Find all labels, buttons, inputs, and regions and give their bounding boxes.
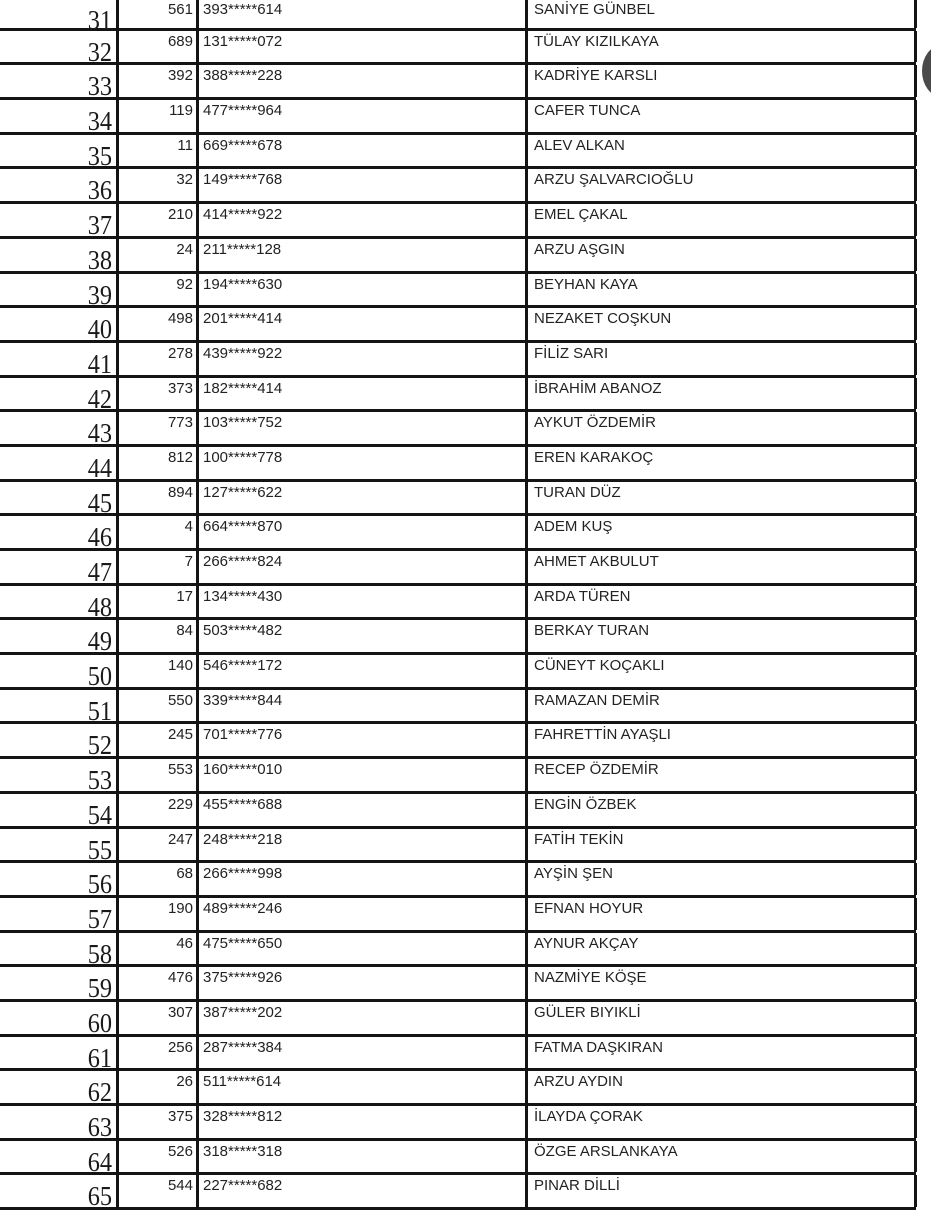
row-number: 44 bbox=[87, 452, 112, 483]
row-number: 53 bbox=[87, 765, 112, 796]
row-number-cell bbox=[0, 447, 119, 483]
full-name: RAMAZAN DEMİR bbox=[528, 690, 917, 722]
full-name: ALEV ALKAN bbox=[528, 135, 917, 167]
masked-id-number: 201*****414 bbox=[199, 308, 528, 340]
table-row bbox=[0, 794, 916, 829]
masked-id-number: 134*****430 bbox=[199, 586, 528, 618]
sequence-number: 4 bbox=[119, 516, 199, 548]
row-number: 57 bbox=[87, 903, 112, 934]
sequence-number: 526 bbox=[119, 1141, 199, 1173]
masked-id-number: 546*****172 bbox=[199, 655, 528, 687]
table-row bbox=[0, 343, 916, 378]
row-number: 56 bbox=[87, 869, 112, 900]
sequence-number: 32 bbox=[119, 169, 199, 201]
row-number: 37 bbox=[87, 210, 112, 241]
row-number-cell bbox=[0, 378, 119, 414]
row-number-cell bbox=[0, 274, 119, 310]
row-number-cell bbox=[0, 65, 119, 102]
sequence-number: 375 bbox=[119, 1106, 199, 1138]
table-row bbox=[0, 586, 916, 621]
masked-id-number: 477*****964 bbox=[199, 100, 528, 132]
sequence-number: 812 bbox=[119, 447, 199, 479]
masked-id-number: 266*****824 bbox=[199, 551, 528, 583]
table-row bbox=[0, 516, 916, 551]
masked-id-number: 414*****922 bbox=[199, 204, 528, 236]
full-name: RECEP ÖZDEMİR bbox=[528, 759, 917, 791]
sequence-number: 894 bbox=[119, 482, 199, 514]
row-number: 52 bbox=[87, 730, 112, 761]
sequence-number: 140 bbox=[119, 655, 199, 687]
full-name: AYNUR AKÇAY bbox=[528, 933, 917, 965]
row-number-cell bbox=[0, 690, 119, 726]
full-name: ÖZGE ARSLANKAYA bbox=[528, 1141, 917, 1173]
row-number: 39 bbox=[87, 279, 112, 310]
table-row bbox=[0, 655, 916, 690]
sequence-number: 247 bbox=[119, 829, 199, 861]
table-row bbox=[0, 759, 916, 794]
masked-id-number: 318*****318 bbox=[199, 1141, 528, 1173]
table-row bbox=[0, 863, 916, 898]
full-name: İBRAHİM ABANOZ bbox=[528, 378, 917, 410]
masked-id-number: 664*****870 bbox=[199, 516, 528, 548]
row-number: 48 bbox=[87, 591, 112, 622]
sequence-number: 7 bbox=[119, 551, 199, 583]
masked-id-number: 149*****768 bbox=[199, 169, 528, 201]
row-number: 63 bbox=[87, 1112, 112, 1142]
full-name: NAZMİYE KÖŞE bbox=[528, 967, 917, 999]
full-name: FİLİZ SARI bbox=[528, 343, 917, 375]
full-name: EFNAN HOYUR bbox=[528, 898, 917, 930]
row-number-cell bbox=[0, 933, 119, 969]
row-number: 46 bbox=[87, 522, 112, 553]
table-row bbox=[0, 378, 916, 413]
table-row bbox=[0, 204, 916, 239]
row-number: 47 bbox=[87, 557, 112, 587]
masked-id-number: 100*****778 bbox=[199, 447, 528, 479]
full-name: SANİYE GÜNBEL bbox=[528, 0, 917, 28]
table-row bbox=[0, 551, 916, 586]
masked-id-number: 339*****844 bbox=[199, 690, 528, 722]
row-number: 33 bbox=[87, 71, 112, 102]
scroll-handle[interactable] bbox=[922, 45, 931, 97]
table-row bbox=[0, 1106, 916, 1141]
row-number: 61 bbox=[87, 1042, 112, 1073]
row-number: 60 bbox=[87, 1007, 112, 1038]
sequence-number: 307 bbox=[119, 1002, 199, 1034]
full-name: CAFER TUNCA bbox=[528, 100, 917, 132]
row-number-cell bbox=[0, 586, 119, 622]
row-number-cell bbox=[0, 794, 119, 830]
row-number-cell bbox=[0, 516, 119, 553]
sequence-number: 392 bbox=[119, 65, 199, 97]
table-row bbox=[0, 447, 916, 482]
row-number: 65 bbox=[87, 1181, 112, 1212]
row-number-cell bbox=[0, 343, 119, 379]
row-number-cell bbox=[0, 239, 119, 275]
masked-id-number: 388*****228 bbox=[199, 65, 528, 97]
sequence-number: 256 bbox=[119, 1037, 199, 1069]
row-number-cell bbox=[0, 1106, 119, 1142]
row-number: 49 bbox=[87, 626, 112, 657]
table-row bbox=[0, 412, 916, 447]
full-name: ENGİN ÖZBEK bbox=[528, 794, 917, 826]
table-row bbox=[0, 1071, 916, 1106]
row-number: 38 bbox=[87, 244, 112, 275]
masked-id-number: 439*****922 bbox=[199, 343, 528, 375]
row-number-cell bbox=[0, 482, 119, 518]
row-number-cell bbox=[0, 655, 119, 692]
masked-id-number: 511*****614 bbox=[199, 1071, 528, 1103]
row-number-cell bbox=[0, 412, 119, 449]
sequence-number: 24 bbox=[119, 239, 199, 271]
sequence-number: 561 bbox=[119, 0, 199, 28]
row-number: 42 bbox=[87, 383, 112, 414]
table-row bbox=[0, 690, 916, 725]
table-row bbox=[0, 0, 916, 35]
full-name: FATMA DAŞKIRAN bbox=[528, 1037, 917, 1069]
row-number-cell bbox=[0, 204, 119, 241]
sequence-number: 11 bbox=[119, 135, 199, 167]
masked-id-number: 393*****614 bbox=[199, 0, 528, 28]
sequence-number: 84 bbox=[119, 620, 199, 652]
row-number: 35 bbox=[87, 140, 112, 171]
full-name: TÜLAY KIZILKAYA bbox=[528, 31, 917, 63]
masked-id-number: 194*****630 bbox=[199, 274, 528, 306]
full-name: ARZU AYDIN bbox=[528, 1071, 917, 1103]
row-number: 43 bbox=[87, 418, 112, 449]
table-row bbox=[0, 933, 916, 968]
masked-id-number: 669*****678 bbox=[199, 135, 528, 167]
table-row bbox=[0, 1141, 916, 1176]
full-name: FAHRETTİN AYAŞLI bbox=[528, 724, 917, 756]
row-number: 62 bbox=[87, 1077, 112, 1108]
row-number: 50 bbox=[87, 661, 112, 692]
sequence-number: 476 bbox=[119, 967, 199, 999]
masked-id-number: 160*****010 bbox=[199, 759, 528, 791]
row-number-cell bbox=[0, 551, 119, 587]
masked-id-number: 489*****246 bbox=[199, 898, 528, 930]
row-number-cell bbox=[0, 31, 119, 67]
row-number: 64 bbox=[87, 1146, 112, 1177]
table-row bbox=[0, 1037, 916, 1072]
table-row bbox=[0, 31, 916, 66]
sequence-number: 190 bbox=[119, 898, 199, 930]
masked-id-number: 131*****072 bbox=[199, 31, 528, 63]
masked-id-number: 455*****688 bbox=[199, 794, 528, 826]
sequence-number: 92 bbox=[119, 274, 199, 306]
table-row bbox=[0, 100, 916, 135]
table-row bbox=[0, 724, 916, 759]
sequence-number: 119 bbox=[119, 100, 199, 132]
sequence-number: 689 bbox=[119, 31, 199, 63]
row-number-cell bbox=[0, 829, 119, 865]
sequence-number: 229 bbox=[119, 794, 199, 826]
sequence-number: 210 bbox=[119, 204, 199, 236]
full-name: CÜNEYT KOÇAKLI bbox=[528, 655, 917, 687]
full-name: ARDA TÜREN bbox=[528, 586, 917, 618]
full-name: ARZU AŞGIN bbox=[528, 239, 917, 271]
sequence-number: 26 bbox=[119, 1071, 199, 1103]
full-name: EMEL ÇAKAL bbox=[528, 204, 917, 236]
table-row bbox=[0, 829, 916, 864]
masked-id-number: 127*****622 bbox=[199, 482, 528, 514]
row-number: 45 bbox=[87, 487, 112, 518]
row-number-cell bbox=[0, 967, 119, 1004]
table-row bbox=[0, 65, 916, 100]
row-number: 40 bbox=[87, 314, 112, 345]
row-number: 51 bbox=[87, 695, 112, 726]
full-name: TURAN DÜZ bbox=[528, 482, 917, 514]
table-row bbox=[0, 1002, 916, 1037]
row-number-cell bbox=[0, 1141, 119, 1177]
table-row bbox=[0, 482, 916, 517]
table-row bbox=[0, 239, 916, 274]
full-name: AYKUT ÖZDEMİR bbox=[528, 412, 917, 444]
row-number-cell bbox=[0, 308, 119, 345]
row-number: 58 bbox=[87, 938, 112, 969]
full-name: AHMET AKBULUT bbox=[528, 551, 917, 583]
row-number: 34 bbox=[87, 106, 112, 137]
sequence-number: 550 bbox=[119, 690, 199, 722]
full-name: İLAYDA ÇORAK bbox=[528, 1106, 917, 1138]
table-row bbox=[0, 308, 916, 343]
full-name: KADRİYE KARSLI bbox=[528, 65, 917, 97]
full-name: GÜLER BIYIKLİ bbox=[528, 1002, 917, 1034]
row-number-cell bbox=[0, 1037, 119, 1073]
table-row bbox=[0, 967, 916, 1002]
masked-id-number: 266*****998 bbox=[199, 863, 528, 895]
full-name: NEZAKET COŞKUN bbox=[528, 308, 917, 340]
sequence-number: 553 bbox=[119, 759, 199, 791]
table-row bbox=[0, 274, 916, 309]
full-name: BERKAY TURAN bbox=[528, 620, 917, 652]
row-number: 32 bbox=[87, 36, 112, 67]
row-number: 54 bbox=[87, 799, 112, 830]
full-name: PINAR DİLLİ bbox=[528, 1175, 917, 1207]
full-name: EREN KARAKOÇ bbox=[528, 447, 917, 479]
masked-id-number: 475*****650 bbox=[199, 933, 528, 965]
masked-id-number: 287*****384 bbox=[199, 1037, 528, 1069]
row-number: 36 bbox=[87, 175, 112, 206]
masked-id-number: 375*****926 bbox=[199, 967, 528, 999]
row-number-cell bbox=[0, 100, 119, 137]
sequence-number: 278 bbox=[119, 343, 199, 375]
row-number-cell bbox=[0, 1175, 119, 1212]
row-number: 55 bbox=[87, 834, 112, 865]
masked-id-number: 103*****752 bbox=[199, 412, 528, 444]
row-number: 41 bbox=[87, 348, 112, 379]
row-number-cell bbox=[0, 169, 119, 206]
masked-id-number: 211*****128 bbox=[199, 239, 528, 271]
table-row bbox=[0, 135, 916, 170]
masked-id-number: 227*****682 bbox=[199, 1175, 528, 1207]
row-number-cell bbox=[0, 863, 119, 900]
masked-id-number: 182*****414 bbox=[199, 378, 528, 410]
full-name: ARZU ŞALVARCIOĞLU bbox=[528, 169, 917, 201]
row-number-cell bbox=[0, 620, 119, 657]
row-number: 31 bbox=[87, 5, 112, 35]
row-number-cell bbox=[0, 759, 119, 796]
masked-id-number: 387*****202 bbox=[199, 1002, 528, 1034]
masked-id-number: 328*****812 bbox=[199, 1106, 528, 1138]
table-row bbox=[0, 1175, 916, 1210]
sequence-number: 17 bbox=[119, 586, 199, 618]
row-number-cell bbox=[0, 1071, 119, 1108]
sequence-number: 245 bbox=[119, 724, 199, 756]
sequence-number: 373 bbox=[119, 378, 199, 410]
row-number-cell bbox=[0, 0, 119, 35]
row-number-cell bbox=[0, 135, 119, 171]
row-number-cell bbox=[0, 724, 119, 761]
table-row bbox=[0, 620, 916, 655]
masked-id-number: 248*****218 bbox=[199, 829, 528, 861]
row-number: 59 bbox=[87, 973, 112, 1004]
sequence-number: 46 bbox=[119, 933, 199, 965]
masked-id-number: 503*****482 bbox=[199, 620, 528, 652]
table-row bbox=[0, 169, 916, 204]
full-name: ADEM KUŞ bbox=[528, 516, 917, 548]
full-name: AYŞİN ŞEN bbox=[528, 863, 917, 895]
sequence-number: 68 bbox=[119, 863, 199, 895]
row-number-cell bbox=[0, 898, 119, 934]
table-row bbox=[0, 898, 916, 933]
full-name: FATİH TEKİN bbox=[528, 829, 917, 861]
row-number-cell bbox=[0, 1002, 119, 1038]
sequence-number: 773 bbox=[119, 412, 199, 444]
sequence-number: 544 bbox=[119, 1175, 199, 1207]
full-name: BEYHAN KAYA bbox=[528, 274, 917, 306]
masked-id-number: 701*****776 bbox=[199, 724, 528, 756]
sequence-number: 498 bbox=[119, 308, 199, 340]
